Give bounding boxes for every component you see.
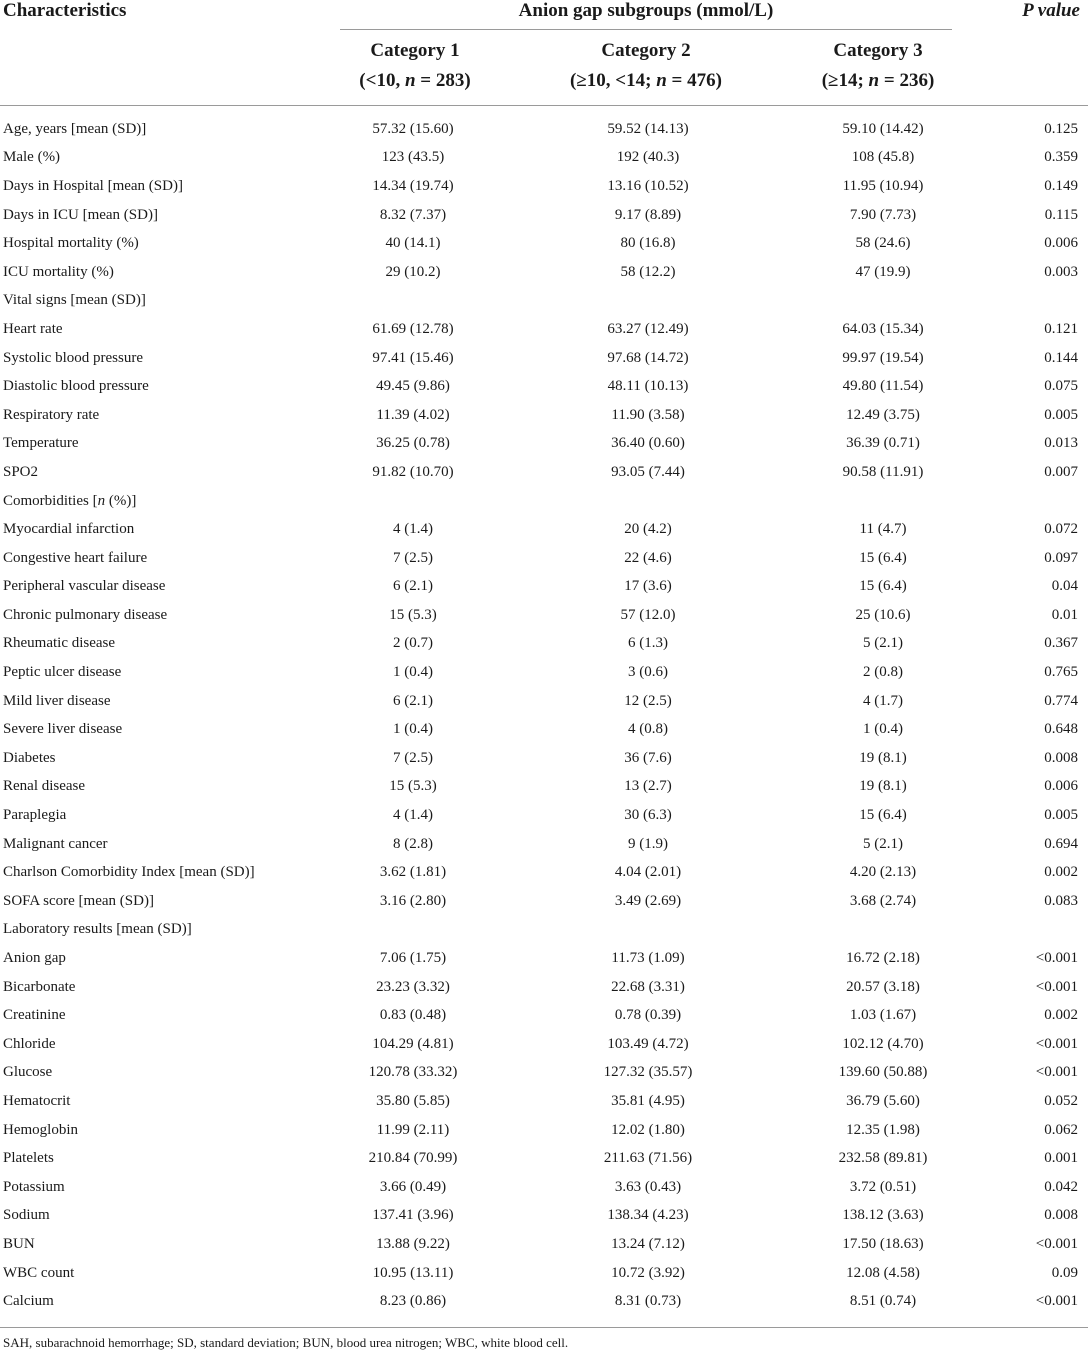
category-1-value: 210.84 (70.99): [368, 1150, 458, 1167]
category-3-value: 25 (10.6): [855, 606, 911, 623]
row-label: Mild liver disease: [3, 692, 111, 709]
category-1-value: 7.06 (1.75): [379, 950, 447, 967]
category-1-value: 1 (0.4): [393, 664, 433, 681]
category-1-value: 49.45 (9.86): [376, 378, 450, 395]
p-value: 0.115: [1044, 206, 1078, 223]
header-category-1: [290, 36, 540, 96]
category-1-value: 23.23 (3.32): [376, 978, 450, 995]
row-label: Potassium: [3, 1178, 65, 1195]
category-3-value: 1 (0.4): [863, 721, 903, 738]
p-value: 0.006: [1044, 235, 1078, 252]
table-row: [0, 1001, 1088, 1030]
category-2-value: 20 (4.2): [624, 521, 672, 538]
category-2-value: 59.52 (14.13): [607, 120, 689, 137]
p-value: 0.006: [1044, 778, 1078, 795]
row-label: BUN: [3, 1235, 35, 1252]
table-row: [0, 801, 1088, 830]
table-row: [0, 858, 1088, 887]
category-1-value: 91.82 (10.70): [372, 463, 454, 480]
p-value: 0.003: [1044, 263, 1078, 280]
category-3-value: [808, 916, 958, 945]
table-row: [0, 515, 1088, 544]
table-row: [0, 144, 1088, 173]
category-3-value: 36.79 (5.60): [846, 1092, 920, 1109]
p-value: [958, 287, 1088, 316]
table-row: [0, 487, 1088, 516]
p-value: 0.694: [1044, 835, 1078, 852]
category-2-value: 10.72 (3.92): [611, 1264, 685, 1281]
category-1-value: 36.25 (0.78): [376, 435, 450, 452]
category-3-value: 8.51 (0.74): [849, 1293, 917, 1310]
category-3-value: 59.10 (14.42): [842, 120, 924, 137]
category-1-value: 40 (14.1): [385, 235, 441, 252]
table-row: [0, 1059, 1088, 1088]
table-row: [0, 658, 1088, 687]
category-3-value: 90.58 (11.91): [842, 463, 924, 480]
row-label: ICU mortality (%): [3, 263, 114, 280]
category-3-value: 5 (2.1): [863, 635, 903, 652]
p-value: 0.002: [1044, 1007, 1078, 1024]
category-3-value: 19 (8.1): [859, 749, 907, 766]
row-label: Renal disease: [3, 778, 86, 795]
row-label: Temperature: [3, 435, 79, 452]
table-row: [0, 287, 1088, 316]
category-3-value: 47 (19.9): [855, 263, 911, 280]
table-row: [0, 573, 1088, 602]
category-2-value: 11.73 (1.09): [611, 950, 685, 967]
category-1-value: [338, 487, 488, 516]
p-value: 0.005: [1044, 807, 1078, 824]
category-3-value: 20.57 (3.18): [846, 978, 920, 995]
category-3-value: 58 (24.6): [855, 235, 911, 252]
p-value: 0.121: [1044, 320, 1078, 337]
p-value: 0.097: [1044, 549, 1078, 566]
row-label: Congestive heart failure: [3, 549, 148, 566]
p-value: 0.765: [1044, 664, 1078, 681]
p-value: 0.648: [1044, 721, 1078, 738]
category-3-value: 7.90 (7.73): [849, 206, 917, 223]
p-value: 0.005: [1044, 406, 1078, 423]
table-row: [0, 229, 1088, 258]
row-label: Laboratory results [mean (SD)]: [3, 921, 192, 938]
category-1-value: 1 (0.4): [393, 721, 433, 738]
category-3-value: 5 (2.1): [863, 835, 903, 852]
row-label: Peripheral vascular disease: [3, 578, 166, 595]
row-label: Days in Hospital [mean (SD)]: [3, 177, 183, 194]
row-label: Hemoglobin: [3, 1121, 78, 1138]
table-row: [0, 372, 1088, 401]
category-2-value: 30 (6.3): [624, 807, 672, 824]
category-1-value: 61.69 (12.78): [372, 320, 454, 337]
category-3-value: 1.03 (1.67): [849, 1007, 917, 1024]
category-2-value: 0.78 (0.39): [614, 1007, 682, 1024]
table-row: [0, 115, 1088, 144]
table-row: [0, 1087, 1088, 1116]
category-2-value: 3.49 (2.69): [614, 892, 682, 909]
p-value: 0.09: [1051, 1264, 1078, 1281]
p-value: 0.007: [1044, 463, 1078, 480]
category-2-value: 63.27 (12.49): [607, 320, 689, 337]
row-label: Bicarbonate: [3, 978, 76, 995]
p-value: <0.001: [1035, 1064, 1078, 1081]
table-row: [0, 687, 1088, 716]
category-1-value: 15 (5.3): [389, 606, 437, 623]
p-value: 0.052: [1044, 1092, 1078, 1109]
p-value: <0.001: [1035, 950, 1078, 967]
row-label: Sodium: [3, 1207, 50, 1224]
table-row: [0, 1144, 1088, 1173]
table-row: [0, 973, 1088, 1002]
p-value: 0.367: [1044, 635, 1078, 652]
row-label: Comorbidities [n (%)]: [3, 492, 137, 509]
category-1-value: 13.88 (9.22): [376, 1235, 450, 1252]
category-1-value: 4 (1.4): [393, 807, 433, 824]
header-anion-gap-subgroups: Anion gap subgroups (mmol/L): [518, 0, 774, 21]
category-3-value: 139.60 (50.88): [838, 1064, 928, 1081]
category-3-range: (≥14; n = 236): [821, 70, 935, 91]
header-category-2: [521, 36, 771, 96]
category-2-value: 97.68 (14.72): [607, 349, 689, 366]
category-1-value: 11.99 (2.11): [376, 1121, 450, 1138]
p-value: [958, 916, 1088, 945]
category-2-value: 48.11 (10.13): [607, 378, 689, 395]
table-row: [0, 1030, 1088, 1059]
category-2-value: 127.32 (35.57): [603, 1064, 693, 1081]
row-label: Vital signs [mean (SD)]: [3, 292, 146, 309]
category-2-value: 3 (0.6): [628, 664, 668, 681]
group-header-rule: [340, 29, 952, 30]
category-2-value: 6 (1.3): [628, 635, 668, 652]
category-3-value: 11.95 (10.94): [842, 177, 924, 194]
table-body: [0, 115, 1088, 1316]
category-3-value: 99.97 (19.54): [842, 349, 924, 366]
category-1-name: Category 1: [370, 40, 460, 61]
p-value: [958, 487, 1088, 516]
category-3-value: 64.03 (15.34): [842, 320, 924, 337]
table-row: [0, 458, 1088, 487]
table-bottom-rule: [0, 1327, 1088, 1328]
row-label: Myocardial infarction: [3, 521, 135, 538]
row-label: Chronic pulmonary disease: [3, 606, 168, 623]
p-value: 0.144: [1044, 349, 1078, 366]
category-2-value: 4.04 (2.01): [614, 864, 682, 881]
category-2-value: 8.31 (0.73): [614, 1293, 682, 1310]
p-value: 0.774: [1044, 692, 1078, 709]
row-label: Rheumatic disease: [3, 635, 116, 652]
category-3-value: 102.12 (4.70): [842, 1035, 924, 1052]
table-row: [0, 715, 1088, 744]
category-2-value: 3.63 (0.43): [614, 1178, 682, 1195]
row-label: Respiratory rate: [3, 406, 100, 423]
row-label: Anion gap: [3, 950, 66, 967]
category-3-name: Category 3: [833, 40, 923, 61]
p-value: 0.083: [1044, 892, 1078, 909]
category-2-value: 13 (2.7): [624, 778, 672, 795]
row-label: Hospital mortality (%): [3, 235, 139, 252]
p-value: 0.04: [1051, 578, 1078, 595]
category-2-value: 12.02 (1.80): [611, 1121, 685, 1138]
p-value: <0.001: [1035, 1035, 1078, 1052]
category-3-value: 12.08 (4.58): [846, 1264, 920, 1281]
p-value: <0.001: [1035, 978, 1078, 995]
category-3-value: 36.39 (0.71): [846, 435, 920, 452]
header-p-value: P value: [1022, 0, 1080, 21]
category-1-value: 35.80 (5.85): [376, 1092, 450, 1109]
row-label: SOFA score [mean (SD)]: [3, 892, 154, 909]
category-3-value: 11 (4.7): [859, 521, 907, 538]
category-3-value: 138.12 (3.63): [842, 1207, 924, 1224]
table-row: [0, 1173, 1088, 1202]
p-value: 0.002: [1044, 864, 1078, 881]
category-3-value: 232.58 (89.81): [838, 1150, 928, 1167]
category-2-value: 22 (4.6): [624, 549, 672, 566]
category-2-value: 17 (3.6): [624, 578, 672, 595]
category-2-value: 9.17 (8.89): [614, 206, 682, 223]
category-1-value: 0.83 (0.48): [379, 1007, 447, 1024]
header-category-3: [753, 36, 1003, 96]
row-label: Charlson Comorbidity Index [mean (SD)]: [3, 864, 255, 881]
category-1-value: 8.32 (7.37): [379, 206, 447, 223]
header-bottom-rule: [0, 105, 1088, 106]
row-label: Days in ICU [mean (SD)]: [3, 206, 158, 223]
category-1-value: 97.41 (15.46): [372, 349, 454, 366]
category-1-value: 6 (2.1): [393, 692, 433, 709]
p-value: <0.001: [1035, 1235, 1078, 1252]
category-2-value: 58 (12.2): [620, 263, 676, 280]
row-label: Malignant cancer: [3, 835, 108, 852]
table-row: [0, 401, 1088, 430]
category-3-value: 108 (45.8): [851, 149, 915, 166]
table-row: [0, 201, 1088, 230]
table-row: [0, 344, 1088, 373]
category-2-value: 13.24 (7.12): [611, 1235, 685, 1252]
category-2-value: 192 (40.3): [616, 149, 680, 166]
category-3-value: [808, 287, 958, 316]
category-2-range: (≥10, <14; n = 476): [570, 70, 722, 91]
category-1-value: 57.32 (15.60): [372, 120, 454, 137]
row-label: Severe liver disease: [3, 721, 123, 738]
table-row: [0, 1259, 1088, 1288]
p-value: 0.042: [1044, 1178, 1078, 1195]
category-1-value: 104.29 (4.81): [372, 1035, 454, 1052]
table-row: [0, 601, 1088, 630]
category-3-value: 3.72 (0.51): [849, 1178, 917, 1195]
category-3-value: 4 (1.7): [863, 692, 903, 709]
category-1-value: 14.34 (19.74): [372, 177, 454, 194]
category-1-value: 29 (10.2): [385, 263, 441, 280]
row-label: Platelets: [3, 1150, 54, 1167]
row-label: SPO2: [3, 463, 39, 480]
p-value: 0.072: [1044, 521, 1078, 538]
row-label: Calcium: [3, 1293, 54, 1310]
category-2-value: 13.16 (10.52): [607, 177, 689, 194]
table-row: [0, 744, 1088, 773]
category-2-value: 36 (7.6): [624, 749, 672, 766]
p-value: 0.359: [1044, 149, 1078, 166]
row-label: Heart rate: [3, 320, 63, 337]
row-label: Male (%): [3, 149, 61, 166]
category-2-value: 211.63 (71.56): [603, 1150, 693, 1167]
category-1-value: 8 (2.8): [393, 835, 433, 852]
category-3-value: 49.80 (11.54): [842, 378, 924, 395]
category-2-value: 80 (16.8): [620, 235, 676, 252]
category-3-value: 15 (6.4): [859, 807, 907, 824]
category-1-value: 7 (2.5): [393, 549, 433, 566]
category-2-value: 35.81 (4.95): [611, 1092, 685, 1109]
row-label: Creatinine: [3, 1007, 66, 1024]
table-row: [0, 916, 1088, 945]
table-row: [0, 944, 1088, 973]
category-3-value: 17.50 (18.63): [842, 1235, 924, 1252]
row-label: Peptic ulcer disease: [3, 664, 122, 681]
p-value: 0.008: [1044, 749, 1078, 766]
characteristics-table: [0, 115, 1088, 1316]
category-2-value: 9 (1.9): [628, 835, 668, 852]
category-2-value: [488, 287, 808, 316]
category-3-value: 3.68 (2.74): [849, 892, 917, 909]
category-1-value: 120.78 (33.32): [368, 1064, 458, 1081]
table-row: [0, 630, 1088, 659]
category-1-value: 10.95 (13.11): [372, 1264, 454, 1281]
p-value: 0.149: [1044, 177, 1078, 194]
category-1-value: 123 (43.5): [381, 149, 445, 166]
category-3-value: [808, 487, 958, 516]
table-row: [0, 1287, 1088, 1316]
table-row: [0, 430, 1088, 459]
p-value: 0.008: [1044, 1207, 1078, 1224]
p-value: 0.001: [1044, 1150, 1078, 1167]
table-row: [0, 315, 1088, 344]
category-1-value: [338, 287, 488, 316]
p-value: <0.001: [1035, 1293, 1078, 1310]
row-label: Age, years [mean (SD)]: [3, 120, 147, 137]
table-row: [0, 544, 1088, 573]
category-3-value: 12.49 (3.75): [846, 406, 920, 423]
category-2-value: 22.68 (3.31): [611, 978, 685, 995]
category-2-value: [488, 487, 808, 516]
category-1-value: 3.62 (1.81): [379, 864, 447, 881]
table-row: [0, 172, 1088, 201]
category-2-value: 4 (0.8): [628, 721, 668, 738]
category-2-value: [488, 916, 808, 945]
p-value: 0.013: [1044, 435, 1078, 452]
category-2-name: Category 2: [601, 40, 691, 61]
p-value: 0.075: [1044, 378, 1078, 395]
category-2-value: 103.49 (4.72): [607, 1035, 689, 1052]
category-1-value: 15 (5.3): [389, 778, 437, 795]
category-1-value: 7 (2.5): [393, 749, 433, 766]
category-1-value: 2 (0.7): [393, 635, 433, 652]
table-row: [0, 1116, 1088, 1145]
category-1-value: 6 (2.1): [393, 578, 433, 595]
row-label: Diastolic blood pressure: [3, 378, 149, 395]
row-label: Diabetes: [3, 749, 56, 766]
row-label: Glucose: [3, 1064, 53, 1081]
row-label: Systolic blood pressure: [3, 349, 143, 366]
row-label: Chloride: [3, 1035, 56, 1052]
table-row: [0, 258, 1088, 287]
category-2-value: 12 (2.5): [624, 692, 672, 709]
category-2-value: 11.90 (3.58): [611, 406, 685, 423]
p-value: 0.062: [1044, 1121, 1078, 1138]
category-3-value: 16.72 (2.18): [846, 950, 920, 967]
category-1-value: [338, 916, 488, 945]
p-value: 0.01: [1051, 606, 1078, 623]
category-2-value: 93.05 (7.44): [611, 463, 685, 480]
category-3-value: 2 (0.8): [863, 664, 903, 681]
category-3-value: 15 (6.4): [859, 549, 907, 566]
table-footnote: SAH, subarachnoid hemorrhage; SD, standard deviation; BUN, blood urea nitrogen; WBC, white blood cell.: [3, 1335, 569, 1350]
category-1-value: 3.66 (0.49): [379, 1178, 447, 1195]
table-row: [0, 887, 1088, 916]
category-1-value: 8.23 (0.86): [379, 1293, 447, 1310]
category-1-value: 11.39 (4.02): [376, 406, 450, 423]
category-1-value: 3.16 (2.80): [379, 892, 447, 909]
category-1-range: (<10, n = 283): [359, 70, 471, 91]
category-3-value: 4.20 (2.13): [849, 864, 917, 881]
header-characteristics: Characteristics: [3, 0, 127, 21]
row-label: WBC count: [3, 1264, 75, 1281]
category-1-value: 137.41 (3.96): [372, 1207, 454, 1224]
table-row: [0, 773, 1088, 802]
table-row: [0, 1202, 1088, 1231]
category-3-value: 15 (6.4): [859, 578, 907, 595]
table-row: [0, 1230, 1088, 1259]
table-row: [0, 830, 1088, 859]
category-2-value: 57 (12.0): [620, 606, 676, 623]
p-value: 0.125: [1044, 120, 1078, 137]
category-3-value: 12.35 (1.98): [846, 1121, 920, 1138]
category-2-value: 36.40 (0.60): [611, 435, 685, 452]
row-label: Paraplegia: [3, 807, 67, 824]
row-label: Hematocrit: [3, 1092, 71, 1109]
category-1-value: 4 (1.4): [393, 521, 433, 538]
category-2-value: 138.34 (4.23): [607, 1207, 689, 1224]
category-3-value: 19 (8.1): [859, 778, 907, 795]
